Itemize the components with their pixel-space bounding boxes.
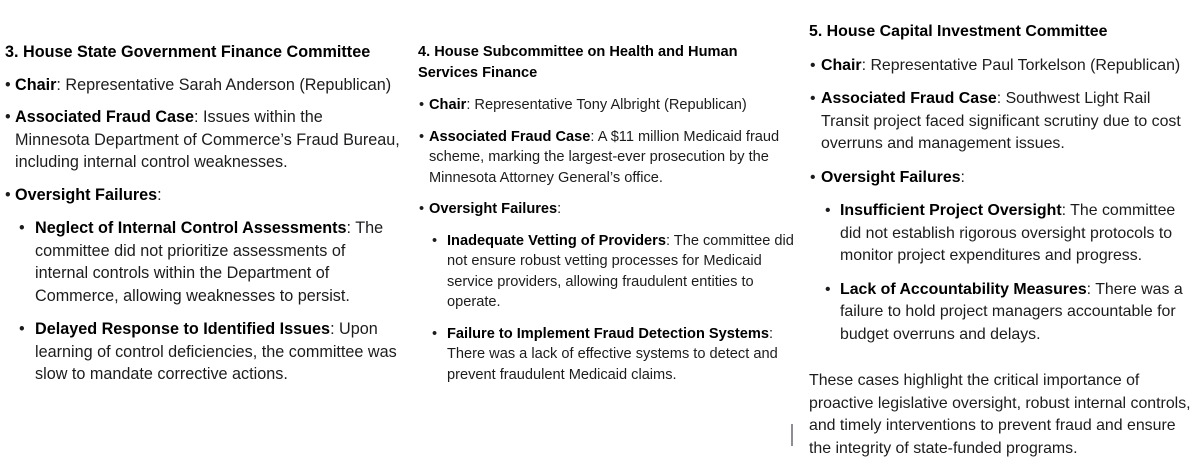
bullet-glyph: • — [432, 232, 438, 249]
oversight-colon: : — [157, 185, 162, 204]
chair-text: : Representative Paul Torkelson (Republican) — [861, 56, 1181, 74]
oversight-colon: : — [960, 168, 965, 186]
bullet-glyph: • — [19, 219, 25, 237]
failure-label: Neglect of Internal Control Assessments — [35, 219, 347, 237]
oversight-failures-item — [809, 167, 1197, 190]
failure-text: : Upon learning of control deficiencies, the committee was slow to mandate corrective actions. — [35, 320, 397, 383]
chair-item — [809, 55, 1197, 78]
failure-item — [5, 217, 400, 307]
bullet-glyph: • — [5, 185, 11, 204]
failure-text: : There was a failure to hold project managers accountable for budget overruns and delays. — [840, 280, 1183, 343]
chair-text: : Representative Tony Albright (Republican) — [466, 97, 747, 113]
text-cursor-divider — [791, 424, 793, 446]
chair-label: Chair — [821, 56, 862, 74]
oversight-failures-item — [418, 199, 798, 220]
bullet-glyph: • — [419, 201, 425, 217]
failure-item — [809, 200, 1197, 268]
bullet-glyph: • — [5, 75, 11, 94]
committee-section-3 — [5, 0, 400, 386]
fraud-case-label: Associated Fraud Case — [429, 128, 591, 145]
failure-item — [5, 318, 400, 386]
bullet-glyph: • — [810, 90, 816, 107]
bullet-glyph: • — [825, 202, 831, 219]
failure-label: Insufficient Project Oversight — [840, 202, 1062, 219]
bullet-glyph: • — [825, 280, 831, 298]
bullet-glyph: • — [432, 325, 438, 342]
fraud-case-text: : Issues within the Minnesota Department of Commerce’s Fraud Bureau, including internal control weaknesses. — [15, 108, 400, 171]
committee-section-4 — [418, 0, 798, 385]
bullet-glyph: • — [419, 97, 425, 113]
failure-label: Lack of Accountability Measures — [840, 280, 1087, 298]
conclusion-paragraph: These cases highlight the critical importance of proactive legislative oversight, robust internal controls, and timely interventions to prevent fraud and ensure the integrity of state-funded programs. — [809, 372, 1191, 457]
failure-text: : The committee did not prioritize assessments of internal controls within the Department of Commerce, allowing weaknesses to persist. — [35, 219, 384, 305]
oversight-failures-label: Oversight Failures — [429, 201, 558, 217]
bullet-glyph: • — [5, 108, 11, 126]
failure-item — [418, 231, 798, 313]
fraud-case-label: Associated Fraud Case — [821, 90, 997, 107]
chair-item — [5, 74, 400, 97]
bullet-glyph: • — [810, 168, 816, 186]
chair-item — [418, 95, 798, 116]
failure-item — [418, 324, 798, 386]
failure-item — [809, 279, 1197, 347]
failure-text: : The committee did not establish rigorous oversight protocols to monitor project expenditures and progress. — [840, 202, 1176, 264]
section-heading: 3. House State Government Finance Committee — [5, 43, 371, 61]
committee-section-5 — [809, 0, 1197, 460]
oversight-failures-label: Oversight Failures — [15, 185, 158, 204]
chair-label: Chair — [15, 75, 57, 94]
oversight-failures-label: Oversight Failures — [821, 168, 961, 186]
fraud-case-item — [5, 106, 400, 174]
bullet-glyph: • — [810, 56, 816, 74]
oversight-colon: : — [557, 201, 562, 217]
fraud-case-item — [809, 88, 1197, 156]
failure-label: Failure to Implement Fraud Detection Systems — [447, 325, 769, 342]
failure-text: : The committee did not ensure robust vetting processes for Medicaid service providers, allowing fraudulent entities to operate. — [447, 232, 794, 310]
section-heading: 4. House Subcommittee on Health and Human Services Finance — [418, 44, 738, 81]
bullet-glyph: • — [19, 320, 25, 338]
fraud-case-text: : Southwest Light Rail Transit project faced significant scrutiny due to cost overruns and management issues. — [821, 90, 1181, 152]
failure-label: Inadequate Vetting of Providers — [447, 232, 666, 249]
oversight-failures-item — [5, 184, 400, 207]
chair-text: : Representative Sarah Anderson (Republican) — [56, 75, 392, 94]
failure-text: : There was a lack of effective systems to detect and prevent fraudulent Medicaid claims. — [447, 325, 778, 383]
failure-label: Delayed Response to Identified Issues — [35, 320, 331, 338]
fraud-case-item — [418, 127, 798, 189]
bullet-glyph: • — [419, 128, 425, 145]
fraud-case-label: Associated Fraud Case — [15, 108, 195, 126]
chair-label: Chair — [429, 97, 467, 113]
fraud-case-text: : A $11 million Medicaid fraud scheme, marking the largest-ever prosecution by the Minnesota Attorney General’s office. — [429, 128, 780, 186]
section-heading: 5. House Capital Investment Committee — [809, 23, 1108, 40]
